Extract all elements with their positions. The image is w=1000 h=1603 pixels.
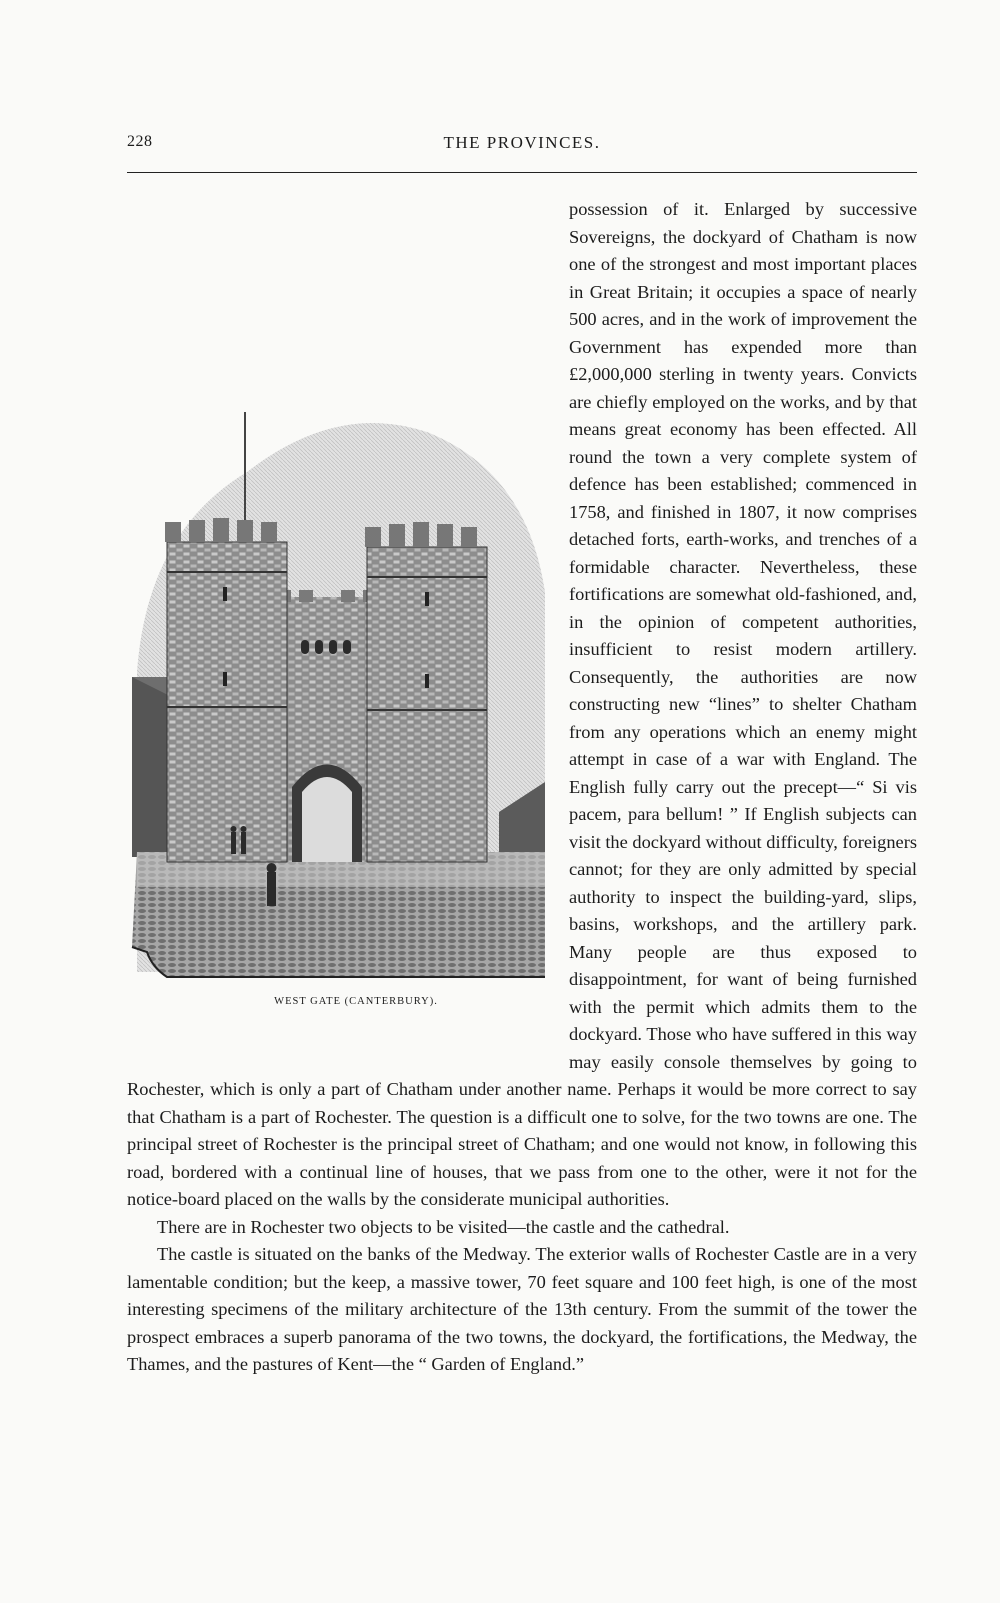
paragraph-1: possession of it. Enlarged by successive Sovereigns, the dockyard of Chatham is now one of the strongest and most important places in Great Britain; it occupies a space of nearly 500 acres, and in the work of improvement the Government has expended more than £2,000,000 sterling in twenty years. Convicts are chiefly employed on the works, and by that means great economy has been effected. All round the town a very complete system of defence has been established; commenced in 1758, and finished in 1807, it now comprises detached forts, earth-works, and trenches of a formidable character. Nevertheless, these fortifications are somewhat old-fashioned, and, in the opinion of competent authorities, insufficient to resist modern artillery. Consequently, the authorities are now constructing new “lines” to shelter Chatham from any operations which an enemy might attempt in case of a war with England. The English fully carry out the precept—“ Si vis pacem, para bellum! ” If English subjects can visit the dockyard without difficulty, foreigners cannot; for they are only admitted by special authority to inspect the building-yard, slips, basins, workshops, and the artillery park. Many people are thus exposed to disappointment, for want of being furnished with the permit which admits them to the dockyard. Those who have suffered in this way may easily console themselves by going to Rochester, which is only a part of Chatham under another name. Perhaps it would be more correct to say that Chatham is a part of Rochester. The question is a difficult one to solve, for the two towns are one. The principal street of Rochester is the principal street of Chatham; and one would not know, in following this road, bordered with a continual line of houses, that we pass from one to the other, were it not for the notice-board placed on the walls by the considerate municipal authorities. [127,199,917,1209]
west-gate-engraving [127,392,555,982]
paragraph-3: The castle is situated on the banks of the Medway. The exterior walls of Rochester Castle are in a very lamentable condition; but the keep, a massive tower, 70 feet square and 100 feet high, is one of the most interesting specimens of the military architecture of the 13th century. From the summit of the tower the prospect embraces a superb panorama of the two towns, the dockyard, the fortifications, the Medway, the Thames, and the pastures of Kent—the “ Garden of England.” [127,1244,917,1374]
figure-west-gate [127,392,555,1058]
running-head [127,133,917,163]
paragraph-2: There are in Rochester two objects to be visited—the castle and the cathedral. [157,1216,730,1237]
header-rule [127,172,917,173]
running-title: THE PROVINCES. [443,133,601,152]
page-number: 228 [127,133,153,150]
figure-caption: WEST GATE (CANTERBURY). [274,996,438,1007]
body-text [127,196,917,1379]
